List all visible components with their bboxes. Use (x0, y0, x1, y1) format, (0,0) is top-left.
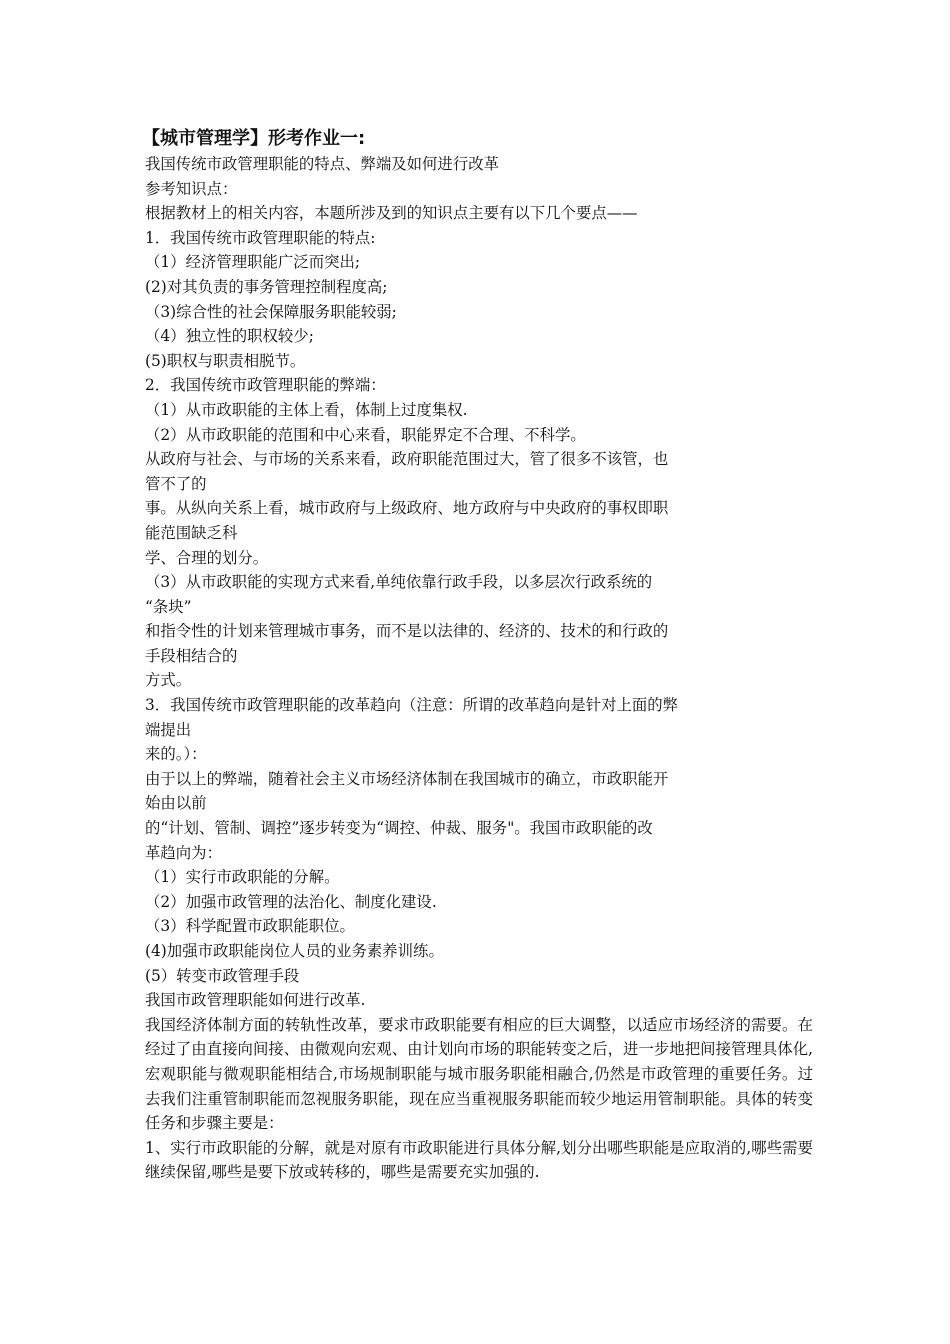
text-line: 革趋向为： (145, 843, 222, 862)
text-line: 事。从纵向关系上看，城市政府与上级政府、地方政府与中央政府的事权即职 (145, 499, 669, 518)
text-line: (5)职权与职责相脱节。 (145, 351, 306, 370)
text-line: 能范围缺乏科 (145, 523, 238, 542)
text-line: 管不了的 (145, 474, 207, 493)
text-line: （2）从市政职能的范围和中心来看，职能界定不合理、不科学。 (145, 425, 586, 444)
text-line: 由于以上的弊端，随着社会主义市场经济体制在我国城市的确立，市政职能开 (145, 769, 669, 788)
text-line: 参考知识点： (145, 179, 238, 198)
document-title: 【城市管理学】形考作业一: (142, 128, 366, 149)
text-line: 手段相结合的 (145, 646, 238, 665)
text-line: 我国市政管理职能如何进行改革. (145, 991, 366, 1010)
text-line: 方式。 (145, 671, 192, 690)
text-line: 来的。）： (145, 745, 207, 764)
text-line: 2．我国传统市政管理职能的弊端： (145, 376, 386, 395)
text-line: 和指令性的计划来管理城市事务，而不是以法律的、经济的、技术的和行政的 (145, 622, 669, 641)
paragraph-reform: 我国经济体制方面的转轨性改革，要求市政职能要有相应的巨大调整，以适应市场经济的需要。在经过了由直接向间接、由微观向宏观、由计划向市场的职能转变之后，进一步地把间接管理具体化,宏观职能与微观职能相结合,市场规制职能与城市服务职能相融合,仍然是市政管理的重要任务。过去我们注重管制职能而忽视服务职能，现在应当重视服务职能而较少地运用管制职能。具体的转变任务和步骤主要是： (145, 1015, 813, 1133)
paragraph-step-1: 1、实行市政职能的分解，就是对原有市政职能进行具体分解,划分出哪些职能是应取消的,哪些需要继续保留,哪些是要下放或转移的，哪些是需要充实加强的. (145, 1138, 813, 1182)
text-line: 从政府与社会、与市场的关系来看，政府职能范围过大，管了很多不该管，也 (145, 450, 669, 469)
text-line: （3）科学配置市政职能职位。 (145, 917, 355, 936)
text-line: 的“计划、管制、调控”逐步转变为“调控、仲裁、服务"。我国市政职能的改 (145, 819, 653, 838)
text-line: (4)加强市政职能岗位人员的业务素养训练。 (145, 942, 444, 960)
text-line: （3)综合性的社会保障服务职能较弱; (145, 302, 397, 321)
text-line: 1．我国传统市政管理职能的特点: (145, 228, 376, 247)
text-line: 3．我国传统市政管理职能的改革趋向（注意：所谓的改革趋向是针对上面的弊 (145, 696, 679, 715)
text-line: （2）加强市政管理的法治化、制度化建设. (145, 892, 437, 911)
text-line: (2)对其负责的事务管理控制程度高; (145, 277, 388, 296)
text-line: “条块” (145, 597, 192, 616)
text-line: （3）从市政职能的实现方式来看,单纯依靠行政手段，以多层次行政系统的 (145, 573, 653, 592)
text-line: （4）独立性的职权较少; (145, 327, 314, 346)
text-line: 始由以前 (145, 794, 207, 813)
text-line: 端提出 (145, 720, 192, 739)
text-line: 根据教材上的相关内容，本题所涉及到的知识点主要有以下几个要点—— (145, 204, 638, 223)
text-line: （1）经济管理职能广泛而突出; (145, 253, 361, 272)
document-page (142, 126, 813, 1185)
document-body (145, 152, 813, 1013)
text-line: 我国传统市政管理职能的特点、弊端及如何进行改革 (145, 155, 499, 173)
text-line: 学、合理的划分。 (145, 548, 269, 567)
text-line: （1）实行市政职能的分解。 (145, 868, 340, 887)
text-line: (5）转变市政管理手段 (145, 966, 300, 985)
text-line: （1）从市政职能的主体上看，体制上过度集权. (145, 400, 468, 419)
